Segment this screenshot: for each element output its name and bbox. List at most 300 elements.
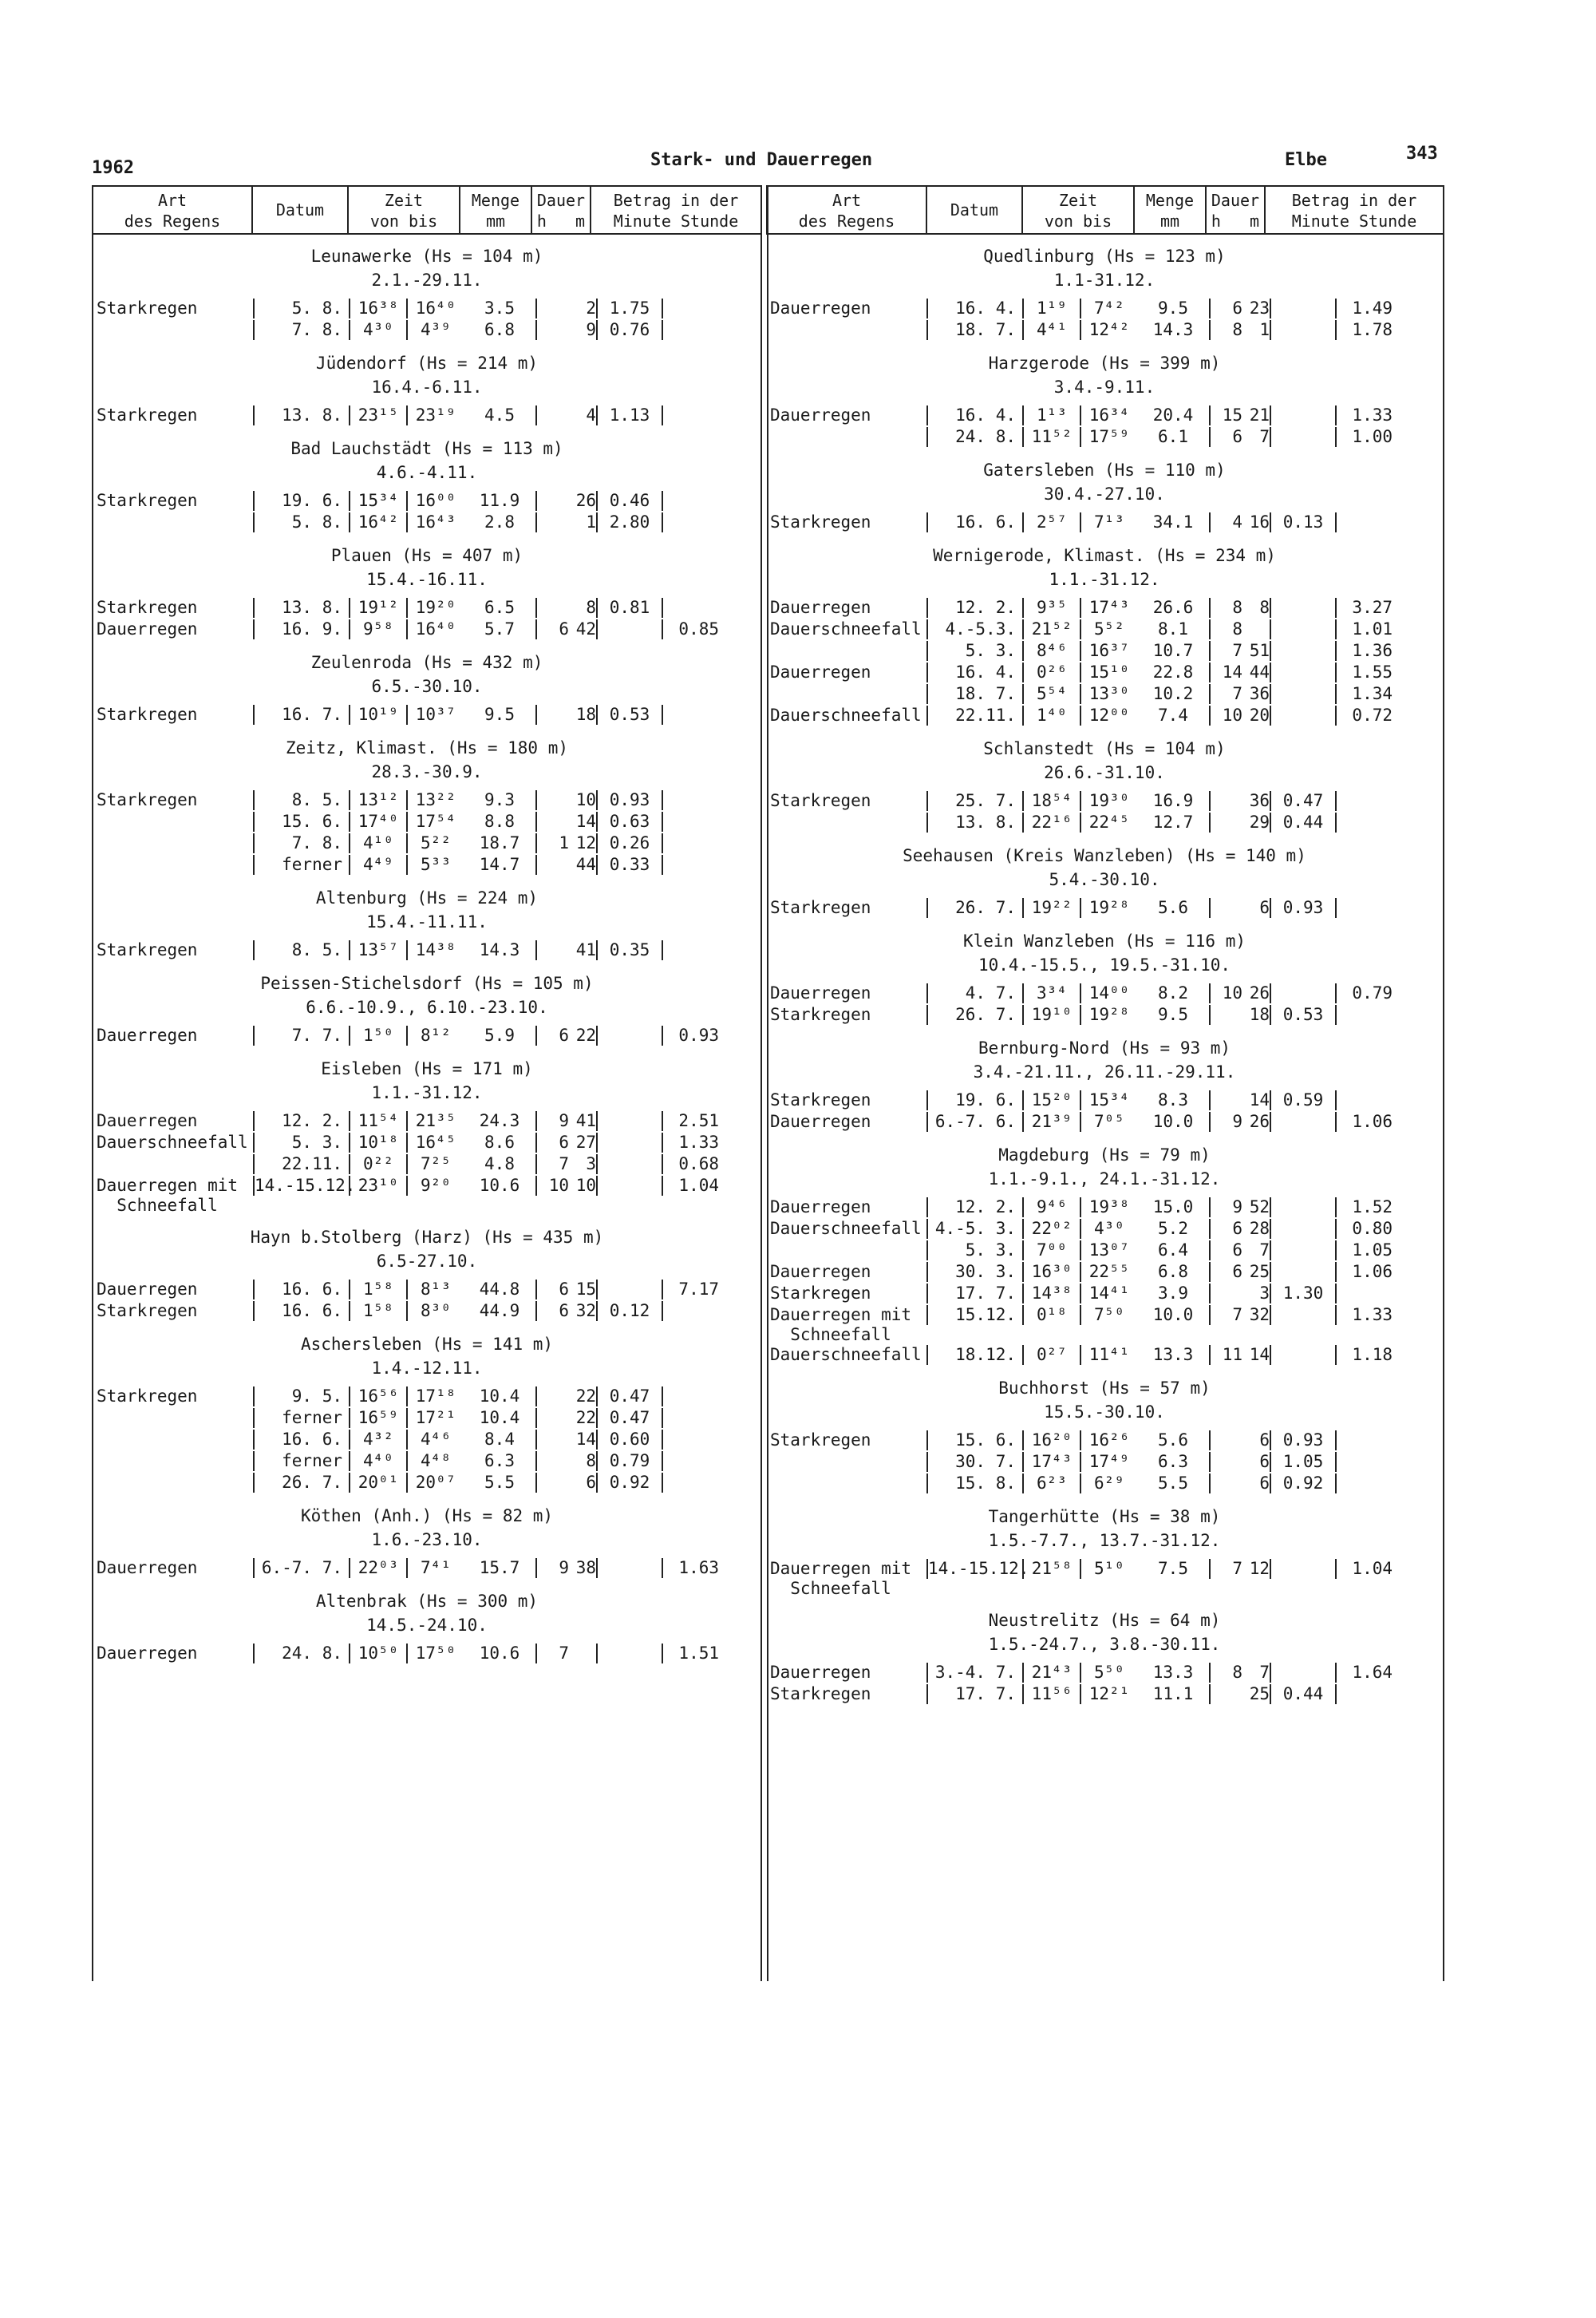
rain-type: Dauerregen mit Schneefall — [770, 1305, 912, 1344]
time-to: 15¹⁰ — [1080, 663, 1137, 682]
date: 24. 8. — [926, 427, 1022, 447]
duration-hours: 6 — [535, 619, 569, 639]
date: 18.12. — [926, 1345, 1022, 1365]
amount: 6.3 — [1158, 1452, 1188, 1471]
table-row — [93, 940, 760, 962]
row-cells — [253, 598, 760, 618]
rate-per-minute: 0.46 — [596, 491, 662, 511]
time-from: 0²⁶ — [1022, 663, 1080, 682]
rate-per-hour — [1335, 1284, 1393, 1303]
date: 26. 7. — [926, 898, 1022, 918]
row-cells — [926, 1219, 1442, 1239]
amount: 5.2 — [1158, 1219, 1188, 1238]
date: 12. 2. — [926, 1197, 1022, 1217]
time-from: 2⁵⁷ — [1022, 512, 1080, 532]
rate-per-minute — [1270, 1112, 1335, 1132]
duration-minutes: 41 — [575, 1111, 596, 1130]
duration-minutes — [569, 1644, 596, 1663]
time-to: 5⁵⁰ — [1080, 1663, 1137, 1683]
time-to: 19²⁸ — [1080, 1005, 1137, 1025]
duration-hours: 9 — [1209, 1197, 1242, 1217]
table-row — [93, 619, 760, 641]
table-row — [93, 1176, 760, 1216]
duration-minutes: 29 — [1249, 813, 1270, 832]
date: 26. 7. — [926, 1005, 1022, 1025]
col-dauer: Dauer h m — [1207, 187, 1266, 233]
station-name: Plauen (Hs = 407 m) — [330, 546, 523, 565]
station-name: Tangerhütte (Hs = 38 m) — [988, 1507, 1221, 1526]
table-row — [767, 898, 1442, 920]
duration-hours: 6 — [535, 1026, 569, 1046]
time-from: 4⁴⁹ — [349, 855, 406, 875]
duration-minutes: 26 — [1249, 983, 1270, 1003]
station-block — [767, 458, 1442, 534]
duration-minutes: 18 — [575, 705, 596, 724]
rate-per-minute: 0.13 — [1270, 512, 1335, 532]
station-name: Hayn b.Stolberg (Harz) (Hs = 435 m) — [250, 1228, 604, 1247]
time-from: 0²² — [349, 1154, 406, 1174]
duration-hours — [1209, 1005, 1242, 1025]
row-cells — [926, 1112, 1442, 1132]
rain-type: Dauerregen — [770, 299, 871, 318]
rate-per-minute: 0.26 — [596, 833, 662, 853]
rain-type: Starkregen — [770, 898, 871, 917]
station-period: 2.1.-29.11. — [371, 271, 483, 290]
station-block — [93, 886, 760, 962]
rate-per-minute — [596, 1280, 662, 1299]
col-betrag: Betrag in der Minute Stunde — [613, 191, 739, 231]
table-row — [767, 813, 1442, 834]
time-to: 5²² — [406, 833, 464, 853]
duration-minutes: 7 — [1259, 1663, 1270, 1682]
table-row — [93, 790, 760, 812]
station-name: Peissen-Stichelsdorf (Hs = 105 m) — [260, 974, 594, 993]
duration-hours — [1209, 791, 1242, 811]
duration-hours — [535, 1473, 569, 1493]
row-cells — [926, 898, 1442, 918]
rate-per-minute — [596, 1176, 662, 1196]
row-cells — [926, 1559, 1442, 1579]
row-cells — [926, 299, 1442, 318]
duration-minutes: 8 — [586, 598, 596, 617]
time-from: 22⁰² — [1022, 1219, 1080, 1239]
date: 5. 8. — [253, 512, 349, 532]
row-cells — [926, 1262, 1442, 1282]
station-name: Wernigerode, Klimast. (Hs = 234 m) — [933, 546, 1276, 565]
rate-per-minute: 1.05 — [1270, 1452, 1335, 1472]
rate-per-hour — [1335, 1430, 1393, 1450]
duration-minutes: 22 — [575, 1026, 596, 1045]
time-from: 13¹² — [349, 790, 406, 810]
row-cells — [926, 983, 1442, 1003]
time-from: 4³² — [349, 1430, 406, 1450]
spacer — [93, 1380, 760, 1386]
rate-per-hour — [662, 812, 719, 832]
time-to: 8¹³ — [406, 1280, 464, 1299]
time-to: 15³⁴ — [1080, 1090, 1137, 1110]
time-from: 1⁵⁰ — [349, 1026, 406, 1046]
time-from: 10¹⁹ — [349, 705, 406, 725]
amount: 4.5 — [484, 405, 515, 425]
amount: 22.8 — [1152, 663, 1194, 682]
duration-hours — [1209, 1473, 1242, 1493]
time-to: 16³⁴ — [1080, 405, 1137, 425]
rate-per-hour — [1335, 1452, 1393, 1472]
rate-per-minute: 0.59 — [1270, 1090, 1335, 1110]
rate-per-minute — [1270, 299, 1335, 318]
rate-per-hour: 1.52 — [1335, 1197, 1393, 1217]
row-cells — [926, 1430, 1442, 1450]
amount: 6.4 — [1158, 1240, 1188, 1260]
station-period: 1.1.-31.12. — [1049, 570, 1160, 589]
station-period: 28.3.-30.9. — [371, 762, 483, 781]
rain-type: Dauerschneefall — [770, 1345, 922, 1364]
duration-minutes: 23 — [1249, 299, 1270, 318]
rain-type: Dauerregen — [97, 1111, 198, 1130]
duration-minutes — [1242, 619, 1270, 639]
rate-per-hour — [662, 790, 719, 810]
date: 19. 6. — [253, 491, 349, 511]
station-period: 1.1.-9.1., 24.1.-31.12. — [988, 1169, 1221, 1189]
time-from: 11⁵⁴ — [349, 1111, 406, 1131]
duration-minutes: 9 — [586, 320, 596, 339]
time-from: 22⁰³ — [349, 1558, 406, 1578]
station-period: 15.4.-11.11. — [366, 912, 488, 932]
rate-per-minute — [1270, 641, 1335, 661]
table-row — [767, 1305, 1442, 1345]
rate-per-hour — [662, 705, 719, 725]
rate-per-minute: 0.53 — [596, 705, 662, 725]
river-name: Elbe — [1285, 150, 1327, 170]
spacer — [767, 1191, 1442, 1197]
amount: 12.7 — [1152, 813, 1194, 832]
time-to: 16²⁶ — [1080, 1430, 1137, 1450]
rate-per-hour: 1.34 — [1335, 684, 1393, 704]
rain-type: Dauerregen — [97, 619, 198, 639]
table-row — [767, 1284, 1442, 1305]
date: 16. 4. — [926, 405, 1022, 425]
row-cells — [926, 1197, 1442, 1217]
station-name: Bernburg-Nord (Hs = 93 m) — [978, 1038, 1231, 1058]
table-row — [93, 1558, 760, 1580]
rate-per-hour: 7.17 — [662, 1280, 719, 1299]
duration-minutes: 15 — [575, 1280, 596, 1299]
rain-type: Starkregen — [770, 1284, 871, 1303]
duration-hours — [1209, 1684, 1242, 1704]
row-cells — [253, 1280, 760, 1299]
duration-hours: 6 — [1209, 427, 1242, 447]
table-row — [767, 1005, 1442, 1026]
station-name: Schlanstedt (Hs = 104 m) — [983, 739, 1226, 758]
date: 26. 7. — [253, 1473, 349, 1493]
duration-minutes: 42 — [575, 619, 596, 639]
duration-hours: 6 — [1209, 1262, 1242, 1282]
station-name: Aschersleben (Hs = 141 m) — [300, 1335, 554, 1354]
rain-type: Starkregen — [770, 1090, 871, 1110]
date: 13. 8. — [253, 598, 349, 618]
row-cells — [926, 791, 1442, 811]
station-block — [767, 351, 1442, 449]
date: 19. 6. — [926, 1090, 1022, 1110]
row-cells — [253, 1176, 760, 1196]
table-row — [93, 1301, 760, 1323]
duration-minutes: 18 — [1249, 1005, 1270, 1024]
rain-type: Dauerregen — [770, 598, 871, 617]
time-from: 4⁴¹ — [1022, 320, 1080, 340]
amount: 5.7 — [484, 619, 515, 639]
date: 4.-5. 3. — [926, 1219, 1022, 1239]
rate-per-minute: 0.33 — [596, 855, 662, 875]
rate-per-hour: 1.33 — [1335, 405, 1393, 425]
time-to: 13⁰⁷ — [1080, 1240, 1137, 1260]
rate-per-hour: 1.04 — [662, 1176, 719, 1196]
duration-hours — [535, 790, 569, 810]
spacer — [93, 485, 760, 491]
rate-per-hour: 1.63 — [662, 1558, 719, 1578]
station-period: 6.6.-10.9., 6.10.-23.10. — [306, 998, 548, 1017]
amount: 20.4 — [1152, 405, 1194, 425]
rate-per-hour: 1.55 — [1335, 663, 1393, 682]
date: 4.-5.3. — [926, 619, 1022, 639]
time-from: 3³⁴ — [1022, 983, 1080, 1003]
table-row — [767, 427, 1442, 449]
row-cells — [926, 1663, 1442, 1683]
amount: 6.1 — [1158, 427, 1188, 446]
station-block — [93, 651, 760, 726]
amount: 8.3 — [1158, 1090, 1188, 1110]
spacer — [93, 1019, 760, 1026]
rate-per-minute — [1270, 427, 1335, 447]
station-block — [93, 736, 760, 876]
rain-type: Dauerregen — [97, 1026, 198, 1045]
time-from: 5⁵⁴ — [1022, 684, 1080, 704]
amount: 11.1 — [1152, 1684, 1194, 1703]
time-to: 7⁰⁵ — [1080, 1112, 1137, 1132]
page-number: 343 — [1406, 144, 1438, 164]
rate-per-minute — [596, 1558, 662, 1578]
date: 8. 5. — [253, 790, 349, 810]
rate-per-minute — [1270, 684, 1335, 704]
column-header-right — [766, 185, 1444, 235]
rate-per-minute: 0.47 — [596, 1386, 662, 1406]
row-cells — [926, 405, 1442, 425]
duration-hours: 9 — [1209, 1112, 1242, 1132]
row-cells — [253, 1111, 760, 1131]
time-to: 20⁰⁷ — [406, 1473, 464, 1493]
time-to: 4⁴⁶ — [406, 1430, 464, 1450]
amount: 14.3 — [479, 940, 520, 959]
rain-type: Starkregen — [97, 299, 198, 318]
duration-hours: 7 — [1209, 1305, 1242, 1325]
time-from: 0¹⁸ — [1022, 1305, 1080, 1325]
duration-minutes: 20 — [1249, 706, 1270, 725]
duration-minutes: 25 — [1249, 1684, 1270, 1703]
col-menge: Menge mm — [1135, 187, 1207, 233]
spacer — [767, 399, 1442, 405]
duration-hours — [535, 1451, 569, 1471]
time-to: 7²⁵ — [406, 1154, 464, 1174]
duration-hours: 6 — [535, 1301, 569, 1321]
station-name: Neustrelitz (Hs = 64 m) — [988, 1611, 1221, 1630]
rain-type: Starkregen — [97, 940, 198, 959]
duration-hours — [535, 855, 569, 875]
table-row — [767, 320, 1442, 342]
row-cells — [926, 1240, 1442, 1260]
table-row — [93, 1451, 760, 1473]
rate-per-minute: 0.35 — [596, 940, 662, 960]
time-to: 16⁴³ — [406, 512, 464, 532]
amount: 9.5 — [1158, 1005, 1188, 1024]
rate-per-minute — [1270, 1197, 1335, 1217]
rate-per-minute — [1270, 598, 1335, 618]
date: 15. 6. — [253, 812, 349, 832]
date: 16. 6. — [253, 1301, 349, 1321]
row-cells — [253, 1473, 760, 1493]
duration-hours: 9 — [535, 1111, 569, 1131]
duration-minutes: 26 — [1249, 1112, 1270, 1131]
rate-per-minute: 0.47 — [1270, 791, 1335, 811]
duration-minutes: 7 — [1259, 427, 1270, 446]
time-to: 5⁵² — [1080, 619, 1137, 639]
table-row — [93, 812, 760, 833]
time-from: 9⁴⁶ — [1022, 1197, 1080, 1217]
rate-per-minute: 0.53 — [1270, 1005, 1335, 1025]
station-period: 16.4.-6.11. — [371, 378, 483, 397]
duration-minutes: 10 — [575, 1176, 596, 1195]
rate-per-hour: 1.33 — [662, 1133, 719, 1153]
row-cells — [926, 1345, 1442, 1365]
time-to: 14³⁸ — [406, 940, 464, 960]
spacer — [767, 892, 1442, 898]
rain-type: Dauerschneefall — [770, 1219, 922, 1238]
duration-minutes: 32 — [575, 1301, 596, 1320]
row-cells — [253, 491, 760, 511]
time-to: 7⁵⁰ — [1080, 1305, 1137, 1325]
duration-hours — [535, 1408, 569, 1428]
col-zeit: Zeit von bis — [1023, 187, 1135, 233]
rain-type: Dauerregen — [770, 1262, 871, 1281]
table-row — [93, 705, 760, 726]
time-from: 23¹⁰ — [349, 1176, 406, 1196]
table-row — [767, 1559, 1442, 1599]
right-panel — [767, 235, 1442, 1706]
rain-type: Dauerregen mit Schneefall — [97, 1176, 239, 1215]
station-block — [93, 437, 760, 534]
rate-per-minute — [596, 1154, 662, 1174]
duration-hours: 6 — [1209, 299, 1242, 318]
station-block — [767, 929, 1442, 1026]
duration-hours — [535, 299, 569, 318]
date: 15. 6. — [926, 1430, 1022, 1450]
duration-hours — [1209, 898, 1242, 918]
date: 5. 3. — [926, 1240, 1022, 1260]
duration-minutes: 44 — [1249, 663, 1270, 682]
station-block — [93, 351, 760, 427]
row-cells — [926, 619, 1442, 639]
time-to: 17⁴³ — [1080, 598, 1137, 618]
amount: 44.8 — [479, 1280, 520, 1299]
rate-per-hour: 1.04 — [1335, 1559, 1393, 1579]
amount: 7.5 — [1158, 1559, 1188, 1578]
time-to: 14⁰⁰ — [1080, 983, 1137, 1003]
col-art: Art des Regens — [768, 187, 927, 233]
date: ferner — [253, 1451, 349, 1471]
time-from: 8⁴⁶ — [1022, 641, 1080, 661]
amount: 9.3 — [484, 790, 515, 809]
rate-per-minute: 2.80 — [596, 512, 662, 532]
rate-per-hour — [662, 491, 719, 511]
station-period: 1.5.-24.7., 3.8.-30.11. — [988, 1635, 1221, 1654]
duration-hours — [1209, 1090, 1242, 1110]
rate-per-minute: 0.92 — [1270, 1473, 1335, 1493]
duration-minutes: 21 — [1249, 405, 1270, 425]
duration-minutes: 1 — [1259, 320, 1270, 339]
station-name: Altenbrak (Hs = 300 m) — [315, 1592, 539, 1611]
rate-per-hour: 1.36 — [1335, 641, 1393, 661]
left-panel — [93, 235, 760, 1665]
station-block — [93, 971, 760, 1047]
date: 5. 8. — [253, 299, 349, 318]
col-datum: Datum — [253, 187, 349, 233]
station-block — [767, 544, 1442, 727]
amount: 3.9 — [1158, 1284, 1188, 1303]
rate-per-hour — [662, 940, 719, 960]
station-period: 3.4.-9.11. — [1053, 378, 1156, 397]
amount: 10.6 — [479, 1176, 520, 1195]
row-cells — [253, 1558, 760, 1578]
time-to: 21³⁵ — [406, 1111, 464, 1131]
amount: 9.5 — [484, 705, 515, 724]
station-block — [767, 1143, 1442, 1367]
time-from: 17⁴⁰ — [349, 812, 406, 832]
time-from: 21⁵² — [1022, 619, 1080, 639]
rain-type: Dauerregen mit Schneefall — [770, 1559, 912, 1598]
time-from: 22¹⁶ — [1022, 813, 1080, 833]
rate-per-hour — [1335, 1684, 1393, 1704]
station-period: 5.4.-30.10. — [1049, 870, 1160, 889]
time-from: 1⁵⁸ — [349, 1280, 406, 1299]
duration-minutes: 6 — [586, 1473, 596, 1492]
rain-type: Dauerschneefall — [770, 619, 922, 639]
row-cells — [253, 1133, 760, 1153]
duration-minutes: 25 — [1249, 1262, 1270, 1281]
time-from: 15³⁴ — [349, 491, 406, 511]
rate-per-hour — [662, 855, 719, 875]
rain-type: Dauerregen — [770, 1197, 871, 1216]
rate-per-minute: 0.47 — [596, 1408, 662, 1428]
date: 12. 2. — [926, 598, 1022, 618]
station-period: 1.1.-31.12. — [371, 1083, 483, 1102]
station-name: Zeulenroda (Hs = 432 m) — [310, 653, 543, 672]
amount: 15.7 — [479, 1558, 520, 1577]
row-cells — [926, 706, 1442, 726]
row-cells — [926, 320, 1442, 340]
row-cells — [926, 641, 1442, 661]
table-row — [767, 663, 1442, 684]
table-row — [767, 1197, 1442, 1219]
amount: 10.0 — [1152, 1112, 1194, 1131]
table-row — [93, 598, 760, 619]
time-from: 0²⁷ — [1022, 1345, 1080, 1365]
rain-type: Starkregen — [97, 1386, 198, 1406]
date: 17. 7. — [926, 1284, 1022, 1303]
amount: 6.5 — [484, 598, 515, 617]
rate-per-minute: 1.30 — [1270, 1284, 1335, 1303]
amount: 8.1 — [1158, 619, 1188, 639]
rain-type: Starkregen — [97, 598, 198, 617]
spacer — [93, 1552, 760, 1558]
amount: 2.8 — [484, 512, 515, 532]
